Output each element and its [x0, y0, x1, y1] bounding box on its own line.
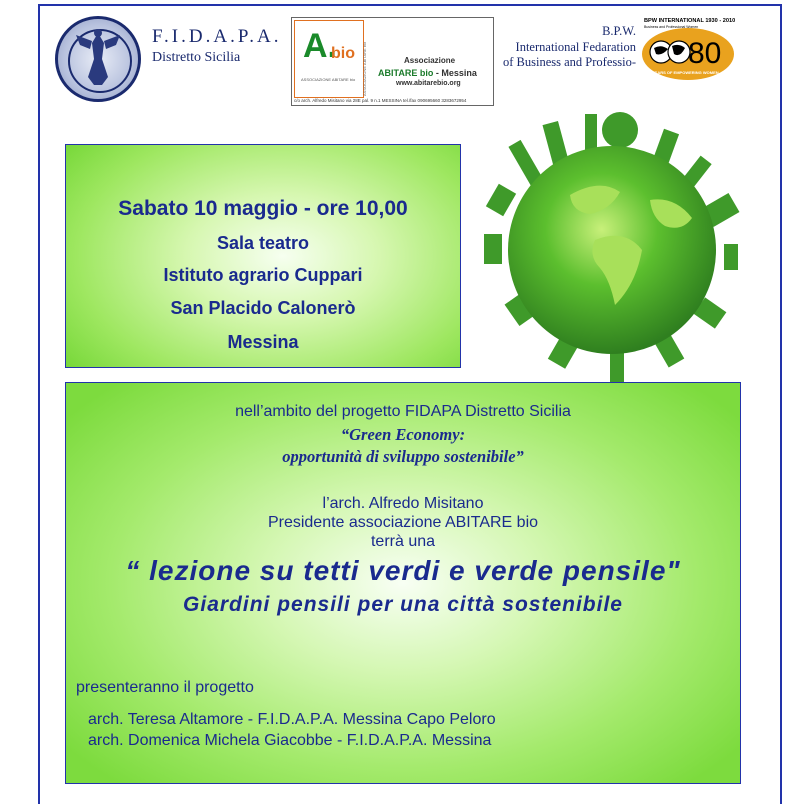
abitare-name-city: - Messina: [433, 68, 477, 78]
logo-bio: bio: [331, 45, 355, 62]
presenter-item: arch. Domenica Michela Giacobbe - F.I.D.A.P.A. Messina: [88, 732, 492, 749]
presenter-item: arch. Teresa Altamore - F.I.D.A.P.A. Messina Capo Peloro: [88, 711, 496, 728]
bpw-line-3: of Business and Professio-: [503, 55, 636, 69]
event-date-time: Sabato 10 maggio - ore 10,00: [118, 197, 408, 220]
abitare-vertical-text: ASSOCIAZIONE ABITARE bio: [362, 41, 367, 96]
abitare-name: [378, 68, 477, 78]
bpw-logo-sub: Business and Professional Women: [644, 25, 699, 29]
project-intro: nell’ambito del progetto FIDAPA Distretto Sicilia: [235, 403, 571, 420]
bpw-text: [503, 24, 636, 71]
bpw-80-logo: [640, 18, 736, 84]
event-institute: Istituto agrario Cuppari: [163, 265, 363, 285]
presenters-label: presenteranno il progetto: [76, 679, 254, 696]
program-box: [65, 382, 741, 784]
speaker-name: l’arch. Alfredo Misitano: [322, 495, 484, 512]
bpw-line-2: International Fedaration: [515, 39, 636, 54]
abitare-assoc-label: Associazione: [404, 56, 456, 65]
logo-tiny-text: ASSOCIAZIONE ABITARE bio: [301, 77, 356, 82]
event-location: San Placido Calonerò: [170, 298, 356, 318]
abitare-address: c/o arch. Alfredo Misitano via 28E pal. 9 n.1 MESSINA tel./fax 090695660 3283672954: [294, 98, 467, 103]
event-city: Messina: [227, 332, 299, 352]
abitare-name-main: ABITARE bio: [378, 68, 434, 78]
lecture-subtitle: Giardini pensili per una città sostenibile: [183, 593, 623, 616]
project-title-line-2: opportunità di sviluppo sostenibile”: [282, 447, 524, 466]
speaker-action: terrà una: [370, 533, 436, 550]
event-info-box: [65, 144, 461, 368]
fidapa-seal-logo: [55, 16, 141, 102]
project-title-line-1: “Green Economy:: [340, 425, 466, 444]
bpw-line-1: B.P.W.: [602, 24, 636, 38]
bpw-logo-title: BPW INTERNATIONAL 1930 - 2010: [644, 18, 736, 24]
bpw-logo-number: 80: [688, 37, 722, 70]
bpw-logo-years: YEARS OF EMPOWERING WOMEN: [652, 70, 719, 75]
green-city-globe-illustration: [460, 100, 760, 390]
lecture-title: “ lezione su tetti verdi e verde pensile": [125, 555, 681, 586]
logo-letter-a: A.: [303, 27, 337, 65]
event-venue: Sala teatro: [216, 233, 310, 253]
globe-icon: [648, 34, 692, 70]
fidapa-district: Distretto Sicilia: [152, 50, 241, 65]
abitare-bio-logo: [291, 17, 494, 106]
abitare-logo-mark: [294, 20, 364, 98]
fidapa-name: F.I.D.A.P.A.: [152, 26, 282, 47]
speaker-role: Presidente associazione ABITARE bio: [267, 514, 539, 531]
abitare-url[interactable]: www.abitarebio.org: [396, 80, 461, 87]
